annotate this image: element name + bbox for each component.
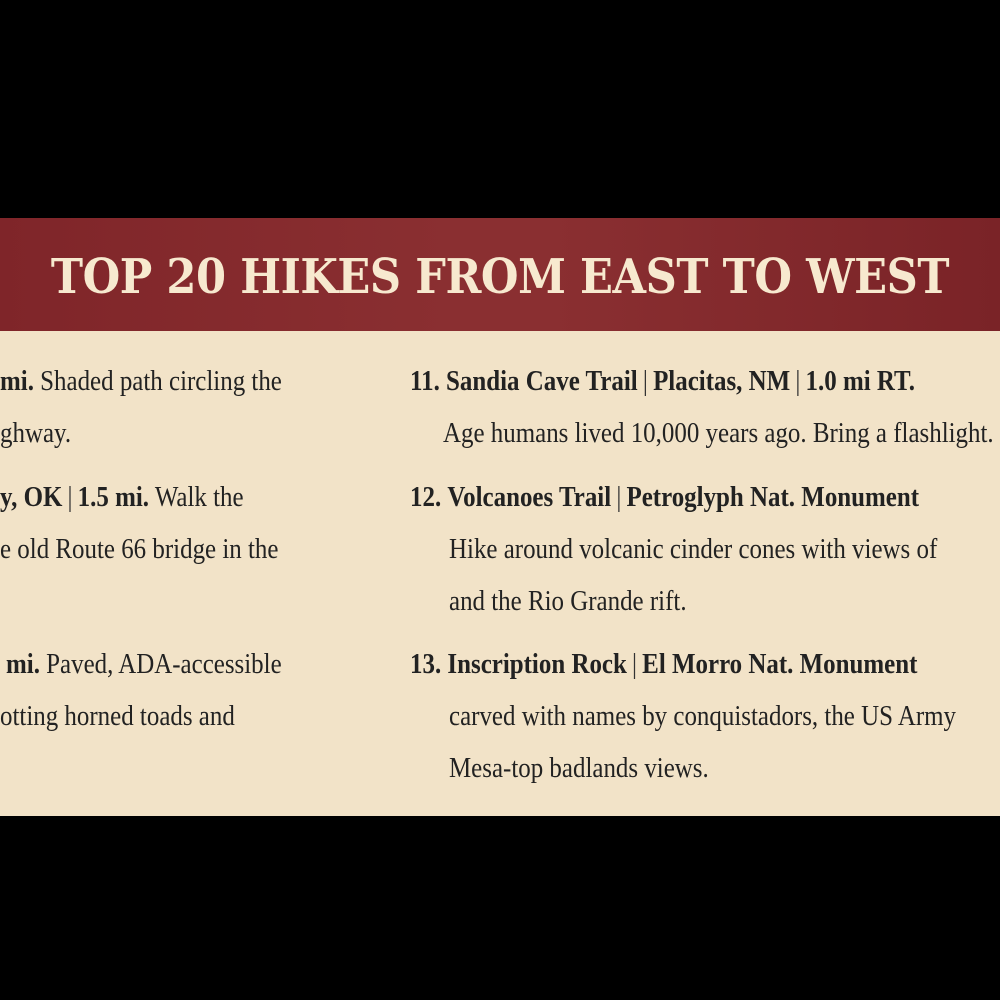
left-entry-a-line-2	[0, 417, 71, 450]
hike-12-name: Volcanoes Trail	[447, 481, 612, 513]
left-entry-a-line-1	[0, 365, 282, 398]
hike-11-distance: 1.0 mi RT.	[805, 365, 916, 397]
left-entry-c-description: Paved, ADA-accessible	[46, 648, 282, 680]
left-entry-b-line-1	[0, 481, 244, 514]
hike-12-location: Petroglyph Nat. Monument	[626, 481, 920, 513]
left-entry-b-line-2	[0, 533, 278, 566]
left-entry-a-description: Shaded path circling the	[40, 365, 282, 397]
left-entry-c-line-2	[0, 700, 235, 733]
hike-13-description-line-2: Mesa-top badlands views.	[449, 752, 709, 784]
hikes-panel	[0, 331, 1000, 816]
hike-13-name: Inscription Rock	[447, 648, 627, 680]
hike-13-heading	[410, 648, 917, 681]
left-entry-b-continuation: e old Route 66 bridge in the	[0, 533, 279, 565]
left-entry-c-line-1	[6, 648, 282, 681]
hike-13-description-line-1: carved with names by conquistadors, the US Army	[449, 700, 957, 732]
hike-11-description: Age humans lived 10,000 years ago. Bring a flashlight.	[443, 417, 994, 449]
hike-13-location: El Morro Nat. Monument	[642, 648, 918, 680]
hike-12-number: 12.	[410, 481, 442, 513]
hike-11-heading	[410, 365, 915, 398]
separator: |	[632, 648, 638, 680]
left-entry-c-continuation: otting horned toads and	[0, 700, 235, 732]
left-entry-c-distance: mi.	[6, 648, 40, 680]
separator: |	[642, 365, 648, 397]
left-entry-a-continuation: ghway.	[0, 417, 72, 449]
left-entry-a-distance: mi.	[0, 365, 34, 397]
hike-11-name: Sandia Cave Trail	[446, 365, 638, 397]
hike-12-description-line-1: Hike around volcanic cinder cones with views of	[449, 533, 938, 565]
left-entry-b-distance: 1.5 mi.	[77, 481, 150, 513]
hike-12-heading	[410, 481, 919, 514]
separator: |	[795, 365, 801, 397]
title-banner	[0, 218, 1000, 331]
page-title: TOP 20 HIKES FROM EAST TO WEST	[50, 248, 950, 305]
hike-11-location: Placitas, NM	[653, 365, 791, 397]
hike-12-description-line-2: and the Rio Grande rift.	[449, 585, 687, 617]
hike-13-number: 13.	[410, 648, 442, 680]
left-entry-b-location: y, OK	[0, 481, 63, 513]
separator: |	[616, 481, 622, 513]
left-entry-b-description: Walk the	[154, 481, 244, 513]
separator: |	[67, 481, 73, 513]
hike-11-number: 11.	[410, 365, 440, 397]
